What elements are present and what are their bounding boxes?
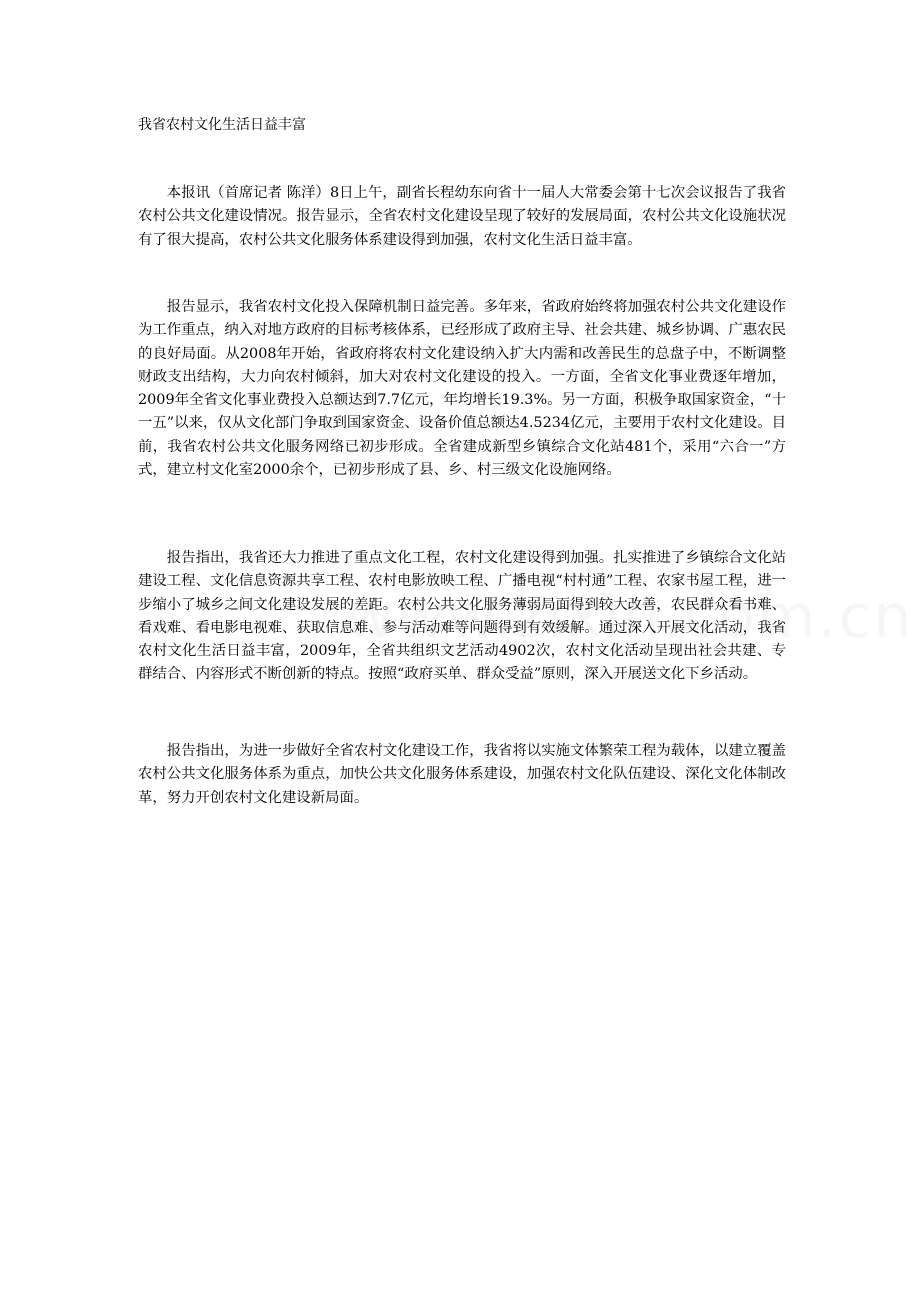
paragraph-1: 本报讯（首席记者 陈洋）8日上午，副省长程幼东向省十一届人大常委会第十七次会议报告了我省农村公共文化建设情况。报告显示，全省农村文化建设呈现了较好的发展局面，农村公共文化设施状况有了很大提高，农村公共文化服务体系建设得到加强，农村文化生活日益丰富。 [138,185,786,248]
paragraph-4: 报告指出，为进一步做好全省农村文化建设工作，我省将以实施文体繁荣工程为载体，以建立覆盖农村公共文化服务体系为重点，加快公共文化服务体系建设，加强农村文化队伍建设、深化文化体制改革，努力开创农村文化建设新局面。 [138,743,786,806]
article-title: 我省农村文化生活日益丰富 [138,117,306,133]
paragraph-3: 报告指出，我省还大力推进了重点文化工程，农村文化建设得到加强。扎实推进了乡镇综合文化站建设工程、文化信息资源共享工程、农村电影放映工程、广播电视“村村通”工程、农家书屋工程，进一步缩小了城乡之间文化建设发展的差距。农村公共文化服务薄弱局面得到较大改善，农民群众看书难、看戏难、看电影电视难、获取信息难、参与活动难等问题得到有效缓解。通过深入开展文化活动，我省农村文化生活日益丰富，2009年，全省共组织文艺活动4902次，农村文化活动呈现出社会共建、专群结合、内容形式不断创新的特点。按照“政府买单、群众受益”原则，深入开展送文化下乡活动。 [138,550,786,683]
paragraph-2: 报告显示，我省农村文化投入保障机制日益完善。多年来，省政府始终将加强农村公共文化建设作为工作重点，纳入对地方政府的目标考核体系，已经形成了政府主导、社会共建、城乡协调、广惠农民的良好局面。从2008年开始，省政府将农村文化建设纳入扩大内需和改善民生的总盘子中，不断调整财政支出结构，大力向农村倾斜，加大对农村文化建设的投入。一方面，全省文化事业费逐年增加，2009年全省文化事业费投入总额达到7.7亿元，年均增长19.3%。另一方面，积极争取国家资金，“十一五”以来，仅从文化部门争取到国家资金、设备价值总额达4.5234亿元，主要用于农村文化建设。目前，我省农村公共文化服务网络已初步形成。全省建成新型乡镇综合文化站481个，采用“六合一”方式，建立村文化室2000余个，已初步形成了县、乡、村三级文化设施网络。 [138,299,786,479]
